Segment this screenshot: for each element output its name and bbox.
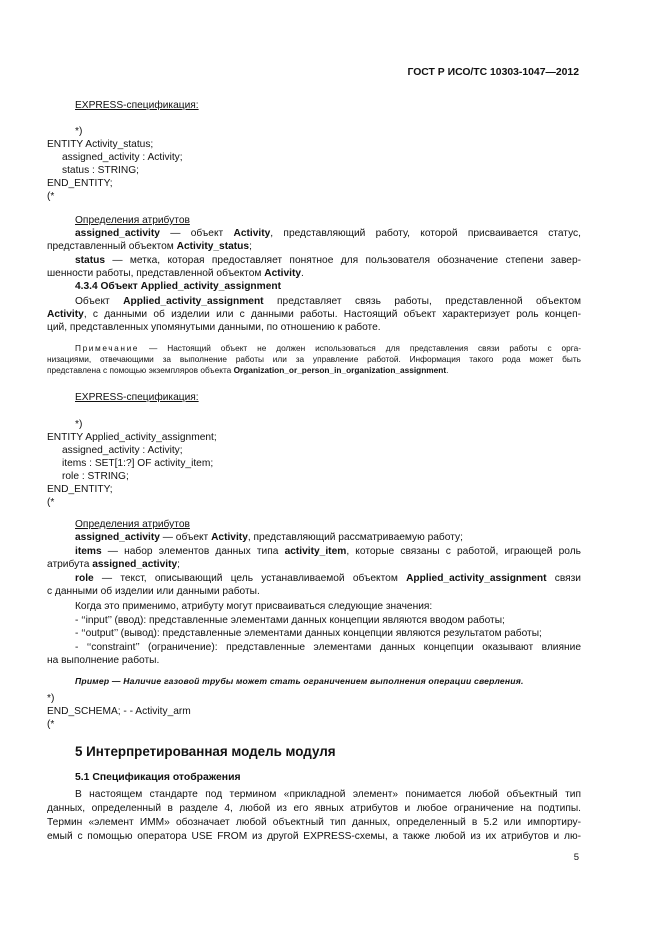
attr-definitions-heading: Определения атрибутов — [75, 215, 190, 226]
paragraph-cont: Activity, с данными об изделии или с данными работы. Настоящий объект характеризует роль концеп- — [47, 309, 581, 320]
code-line: END_SCHEMA; - - Activity_arm — [47, 706, 191, 717]
note-cont: представлена с помощью экземпляров объекта Organization_or_person_in_organization_assignment. — [47, 365, 449, 375]
code-line: END_ENTITY; — [47, 484, 113, 495]
express-spec-label: EXPRESS-спецификация: — [75, 100, 199, 111]
code-line: (* — [47, 719, 55, 730]
note: Примечание — Настоящий объект не должен использоваться для представления связи работы с орга- — [75, 343, 581, 353]
paragraph-cont: данных, определенный в разделе 4, любой из его явных атрибутов и любое ограничение на подтипы. — [47, 803, 581, 814]
code-line: *) — [75, 126, 83, 137]
code-line: assigned_activity : Activity; — [62, 445, 183, 456]
code-line: assigned_activity : Activity; — [62, 152, 183, 163]
value-item-cont: на выполнение работы. — [47, 655, 160, 666]
attr-definition: assigned_activity — объект Activity, представляющий рассматриваемую работу; — [75, 532, 463, 543]
note-cont: низациями, отвечающими за выполнение работы или за управление работой. Информация такого рода может быть — [47, 354, 581, 364]
example: Пример — Наличие газовой трубы может стать ограничением выполнения операции сверления. — [75, 676, 524, 686]
express-spec-label: EXPRESS-спецификация: — [75, 392, 199, 403]
paragraph: В настоящем стандарте под термином «прикладной элемент» понимается любой объектный тип — [75, 789, 581, 800]
code-line: *) — [75, 419, 83, 430]
code-line: items : SET[1:?] OF activity_item; — [62, 458, 214, 469]
attr-definition: status — метка, которая предоставляет понятное для пользователя обозначение степени завер- — [75, 255, 581, 266]
code-line: role : STRING; — [62, 471, 129, 482]
document-id: ГОСТ Р ИСО/ТС 10303-1047—2012 — [407, 67, 579, 78]
attr-definition-cont: с данными об изделии или данными работы. — [47, 586, 260, 597]
value-item: - ‘‘constraint’’ (ограничение): представленные элементами данных концепции оказывают влияние — [75, 642, 581, 653]
paragraph-cont: емый с помощью оператора USE FROM из другой EXPRESS-схемы, а также любой из их атрибутов и лю- — [47, 831, 581, 842]
page-number: 5 — [573, 852, 579, 863]
paragraph-cont: Термин «элемент ИММ» обозначает любой объектный тип данных, определенный в 5.2 или импортиру- — [47, 817, 581, 828]
attr-definition: items — набор элементов данных типа activity_item, которые связаны с работой, играющей роль — [75, 546, 581, 557]
code-line: status : STRING; — [62, 165, 139, 176]
value-item: - ‘‘output’’ (вывод): представленные элементами данных концепции являются результатом работы; — [75, 628, 542, 639]
paragraph: Объект Applied_activity_assignment представляет связь работы, представленной объектом — [75, 296, 581, 307]
section-heading-5: 5 Интерпретированная модель модуля — [75, 744, 336, 759]
paragraph-cont: ций, представленных упомянутыми данными, по отношению к работе. — [47, 322, 381, 333]
code-line: (* — [47, 191, 55, 202]
value-item: - ‘‘input’’ (ввод): представленные элементами данных концепции являются вводом работы; — [75, 615, 505, 626]
code-line: ENTITY Activity_status; — [47, 139, 154, 150]
attr-definitions-heading: Определения атрибутов — [75, 519, 190, 530]
attr-definition: assigned_activity — объект Activity, представляющий работу, которой присваивается статус, — [75, 228, 581, 239]
section-heading-51: 5.1 Спецификация отображения — [75, 772, 241, 783]
attr-definition-cont: атрибута assigned_activity; — [47, 559, 180, 570]
attr-definition-cont: представленный объектом Activity_status; — [47, 241, 252, 252]
code-line: ENTITY Applied_activity_assignment; — [47, 432, 217, 443]
code-line: *) — [47, 693, 55, 704]
code-line: (* — [47, 497, 55, 508]
section-heading-434: 4.3.4 Объект Applied_activity_assignment — [75, 281, 281, 292]
code-line: END_ENTITY; — [47, 178, 113, 189]
values-intro: Когда это применимо, атрибуту могут присваиваться следующие значения: — [75, 601, 433, 612]
attr-definition: role — текст, описывающий цель устанавливаемой объектом Applied_activity_assignment связи — [75, 573, 582, 584]
attr-definition-cont: шенности работы, представленной объектом Activity. — [47, 268, 304, 279]
